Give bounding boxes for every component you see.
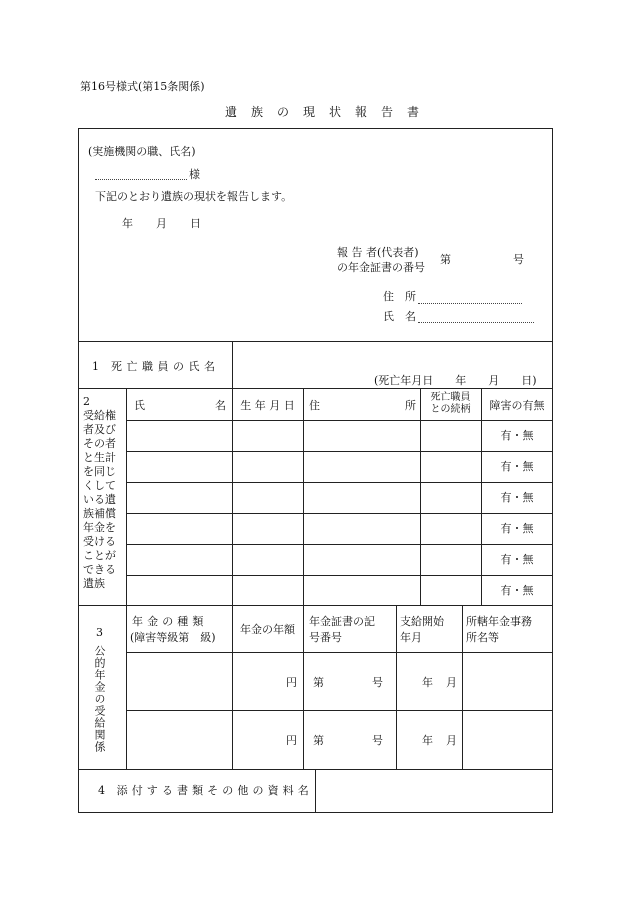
- agency-label: (実施機関の職、氏名): [88, 145, 196, 158]
- row-line: [126, 710, 553, 711]
- section4-divider: [315, 769, 316, 813]
- section2-side-line-9: 年金を: [83, 521, 116, 534]
- col-relation-1: 死亡職員: [430, 392, 471, 403]
- col-pension-type-1: 年 金 の 種 類: [132, 615, 204, 628]
- section3-col-divider-4: [462, 605, 463, 769]
- yen-label: 円: [286, 734, 297, 747]
- section2-side-line-4: と生計: [83, 451, 116, 464]
- yen-label: 円: [286, 676, 297, 689]
- date-day: 日: [190, 217, 201, 230]
- col-relation-2: との続柄: [430, 404, 471, 415]
- col-office-2: 所名等: [466, 631, 499, 644]
- address-line[interactable]: [418, 303, 522, 304]
- report-text: 下記のとおり遺族の現状を報告します。: [95, 190, 293, 203]
- col-name-2: 名: [215, 399, 226, 412]
- section2-side-line-13: 遺族: [83, 577, 105, 590]
- section3-side-label: 公的年金の受給関係: [93, 645, 106, 753]
- section2-side-line-3: その者: [83, 437, 116, 450]
- name-line[interactable]: [418, 322, 534, 323]
- row-line: [126, 652, 553, 653]
- col-start-1: 支給開始: [400, 615, 444, 628]
- reporter-label-1: 報 告 者(代表者): [337, 246, 419, 259]
- section2-side-line-1: 受給権: [83, 409, 116, 422]
- disability-option[interactable]: 有・無: [500, 429, 534, 442]
- start-year-label: 年: [422, 676, 433, 689]
- sama-label: 様: [189, 168, 200, 181]
- col-pension-type-2: (障害等級第 級): [130, 631, 216, 644]
- col-disability: 障害の有無: [489, 399, 545, 412]
- section2-side-line-5: を同じ: [83, 465, 116, 478]
- section3-number: 3: [96, 626, 103, 639]
- divider-section3-top: [78, 605, 553, 606]
- section2-number: 2: [83, 395, 90, 408]
- col-name-1: 氏: [134, 399, 145, 412]
- date-year: 年: [122, 217, 133, 230]
- disability-option[interactable]: 有・無: [500, 460, 534, 473]
- form-number: 第16号様式(第15条関係): [80, 80, 205, 93]
- divider-section1-mid: [232, 341, 233, 388]
- start-year-label: 年: [422, 734, 433, 747]
- section4-label: 4 添 付 す る 書 類 そ の 他 の 資 料 名: [98, 784, 310, 797]
- section3-side-divider: [126, 605, 127, 769]
- section1-label: 1 死 亡 職 員 の 氏 名: [92, 360, 216, 373]
- reporter-label-2: の年金証書の番号: [337, 261, 425, 274]
- col-cert-1: 年金証書の記: [309, 615, 375, 628]
- divider-section1-top: [78, 341, 553, 342]
- date-month: 月: [156, 217, 167, 230]
- disability-option[interactable]: 有・無: [500, 491, 534, 504]
- col-start-2: 年月: [400, 631, 422, 644]
- cert-dai: 第: [440, 253, 451, 266]
- row-line: [126, 482, 553, 483]
- row-line: [126, 513, 553, 514]
- death-date: (死亡年月日 年 月 日): [374, 374, 537, 387]
- name-label: 氏 名: [383, 310, 416, 323]
- agency-name-line[interactable]: [95, 179, 187, 180]
- row-line: [126, 451, 553, 452]
- col-office-1: 所轄年金事務: [466, 615, 532, 628]
- row-line: [126, 420, 553, 421]
- section2-side-line-7: いる遺: [83, 493, 116, 506]
- address-label: 住 所: [383, 290, 416, 303]
- row-line: [126, 575, 553, 576]
- cert-go: 号: [513, 253, 524, 266]
- col-address-2: 所: [405, 399, 416, 412]
- disability-option[interactable]: 有・無: [500, 553, 534, 566]
- section2-side-line-2: 者及び: [83, 423, 116, 436]
- col-cert-2: 号番号: [309, 631, 342, 644]
- page-title: 遺 族 の 現 状 報 告 書: [225, 105, 421, 119]
- cert-dai-label: 第: [313, 734, 324, 747]
- section2-side-line-12: できる: [83, 563, 116, 576]
- cert-go-label: 号: [372, 676, 383, 689]
- col-address-1: 住: [309, 399, 320, 412]
- disability-option[interactable]: 有・無: [500, 584, 534, 597]
- section3-col-divider-2: [303, 605, 304, 769]
- section2-side-line-11: ことが: [83, 549, 116, 562]
- cert-dai-label: 第: [313, 676, 324, 689]
- section2-side-line-6: くして: [83, 479, 116, 492]
- row-line: [126, 544, 553, 545]
- start-month-label: 月: [446, 676, 457, 689]
- disability-option[interactable]: 有・無: [500, 522, 534, 535]
- start-month-label: 月: [446, 734, 457, 747]
- section2-side-line-8: 族補償: [83, 507, 116, 520]
- cert-go-label: 号: [372, 734, 383, 747]
- col-pension-amount: 年金の年額: [240, 623, 295, 636]
- section3-col-divider-3: [396, 605, 397, 769]
- section2-side-line-10: 受ける: [83, 535, 116, 548]
- col-birth: 生 年 月 日: [240, 399, 295, 412]
